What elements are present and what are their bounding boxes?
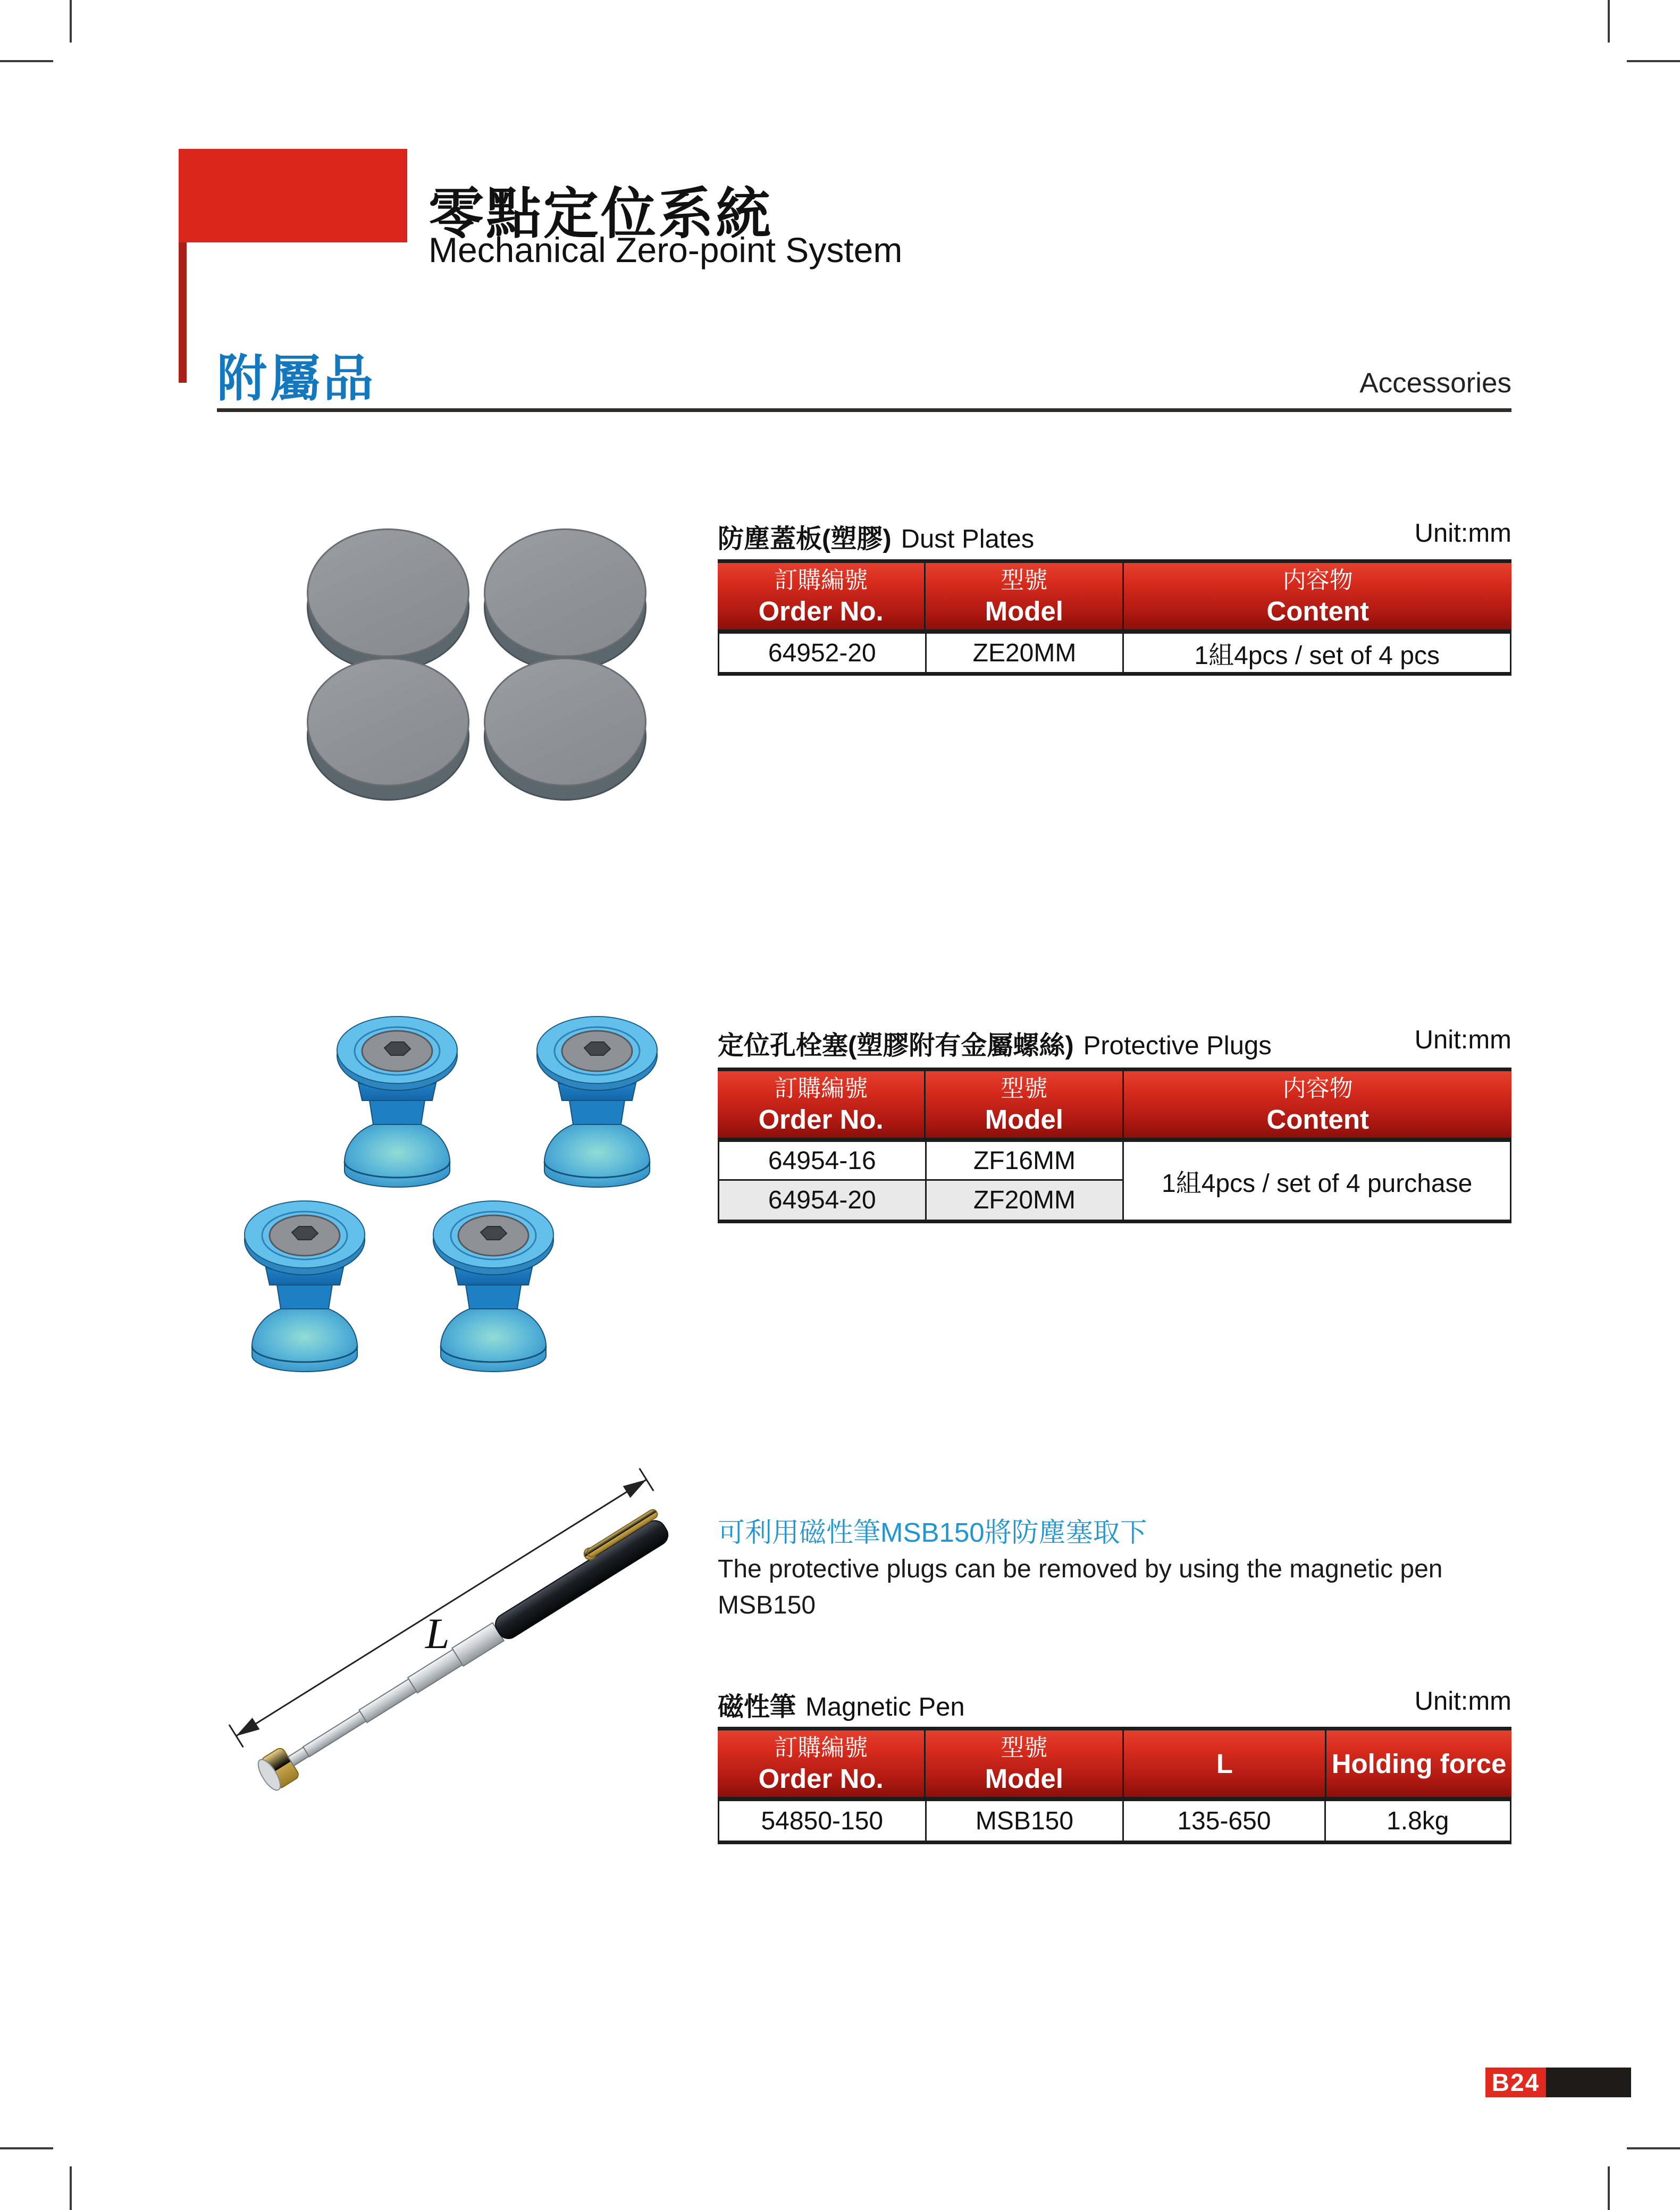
table-header-model: 型號 Model	[924, 1071, 1122, 1138]
page-title-en: Mechanical Zero-point System	[429, 230, 903, 270]
crop-mark-bottom-right-h	[1627, 2147, 1680, 2149]
dust-plate-disc	[307, 528, 469, 657]
cell-order-no: 64954-20	[719, 1181, 925, 1220]
magnetic-pen-unit: Unit:mm	[1414, 1687, 1511, 1716]
section-heading-en: Accessories	[1359, 367, 1511, 399]
cell-model: MSB150	[925, 1801, 1123, 1841]
table-row	[719, 1801, 1510, 1841]
dust-plates-unit: Unit:mm	[1414, 519, 1511, 548]
cell-content-merged: 1組4pcs / set of 4 purchase	[1122, 1142, 1510, 1220]
table-header-content: 内容物 Content	[1122, 1071, 1511, 1138]
protective-plugs-label: 定位孔栓塞(塑膠附有金屬螺絲) Protective Plugs	[718, 1031, 1272, 1060]
page-title-zh: 零點定位系統	[429, 183, 774, 245]
table-row	[719, 634, 1510, 672]
table-header-order-no: 訂購編號 Order No.	[758, 1075, 884, 1135]
note-line-en1: The protective plugs can be removed by using the magnetic pen	[718, 1555, 1443, 1583]
protective-plugs-table	[718, 1068, 1511, 1223]
cell-holding-force: 1.8kg	[1324, 1801, 1510, 1841]
crop-mark-bottom-left-h	[0, 2147, 53, 2149]
crop-mark-top-right-v	[1608, 0, 1610, 43]
crop-mark-bottom-left-v	[70, 2166, 72, 2210]
cell-order-no: 64954-16	[719, 1142, 925, 1181]
table-header-row	[718, 1068, 1511, 1142]
heading-rule	[217, 408, 1511, 412]
table-header-row	[718, 559, 1511, 634]
table-header-model: 型號 Model	[924, 1730, 1122, 1797]
cell-model: ZF20MM	[925, 1181, 1123, 1220]
table-header-length: L	[1122, 1730, 1325, 1797]
pen-dimension-label: L	[425, 1609, 450, 1658]
dust-plate-disc	[484, 528, 646, 657]
cell-model: ZF16MM	[925, 1142, 1123, 1181]
crop-mark-top-left-h	[0, 60, 53, 62]
cell-order-no: 64952-20	[719, 634, 925, 672]
pen-note	[718, 1514, 1579, 1624]
note-line-en2: MSB150	[718, 1591, 816, 1619]
cell-model: ZE20MM	[925, 634, 1123, 672]
protective-plugs-illustration	[229, 936, 707, 1372]
cell-length: 135-650	[1122, 1801, 1324, 1841]
dust-plate-disc	[484, 658, 646, 786]
magnetic-pen-table	[718, 1727, 1511, 1844]
table-header-order-no: 訂購編號 Order No.	[758, 1734, 884, 1794]
cell-content: 1組4pcs / set of 4 pcs	[1122, 634, 1510, 672]
dust-plates-table	[718, 559, 1511, 676]
note-line-zh: 可利用磁性筆MSB150將防塵塞取下	[718, 1517, 1147, 1548]
page-number-black-bar	[1546, 2068, 1631, 2097]
table-header-model: 型號 Model	[924, 563, 1122, 629]
protective-plugs-unit: Unit:mm	[1414, 1026, 1511, 1054]
magnetic-pen-illustration	[191, 1462, 734, 1951]
table-header-holding-force: Holding force	[1325, 1730, 1511, 1797]
crop-mark-top-right-h	[1627, 60, 1680, 62]
crop-mark-top-left-v	[70, 0, 72, 43]
page-number-badge: B24	[1485, 2068, 1546, 2097]
dust-plates-label: 防塵蓋板(塑膠) Dust Plates	[718, 525, 1035, 553]
magnetic-pen-label: 磁性筆 Magnetic Pen	[718, 1693, 965, 1721]
table-header-row	[718, 1727, 1511, 1801]
section-heading-zh: 附屬品	[217, 350, 377, 406]
dust-plate-disc	[307, 658, 469, 786]
cell-order-no: 54850-150	[719, 1801, 925, 1841]
crop-mark-bottom-right-v	[1608, 2166, 1610, 2210]
red-flag-decoration	[179, 149, 407, 242]
table-header-content: 内容物 Content	[1122, 563, 1511, 629]
table-header-order-no: 訂購編號 Order No.	[758, 567, 884, 626]
